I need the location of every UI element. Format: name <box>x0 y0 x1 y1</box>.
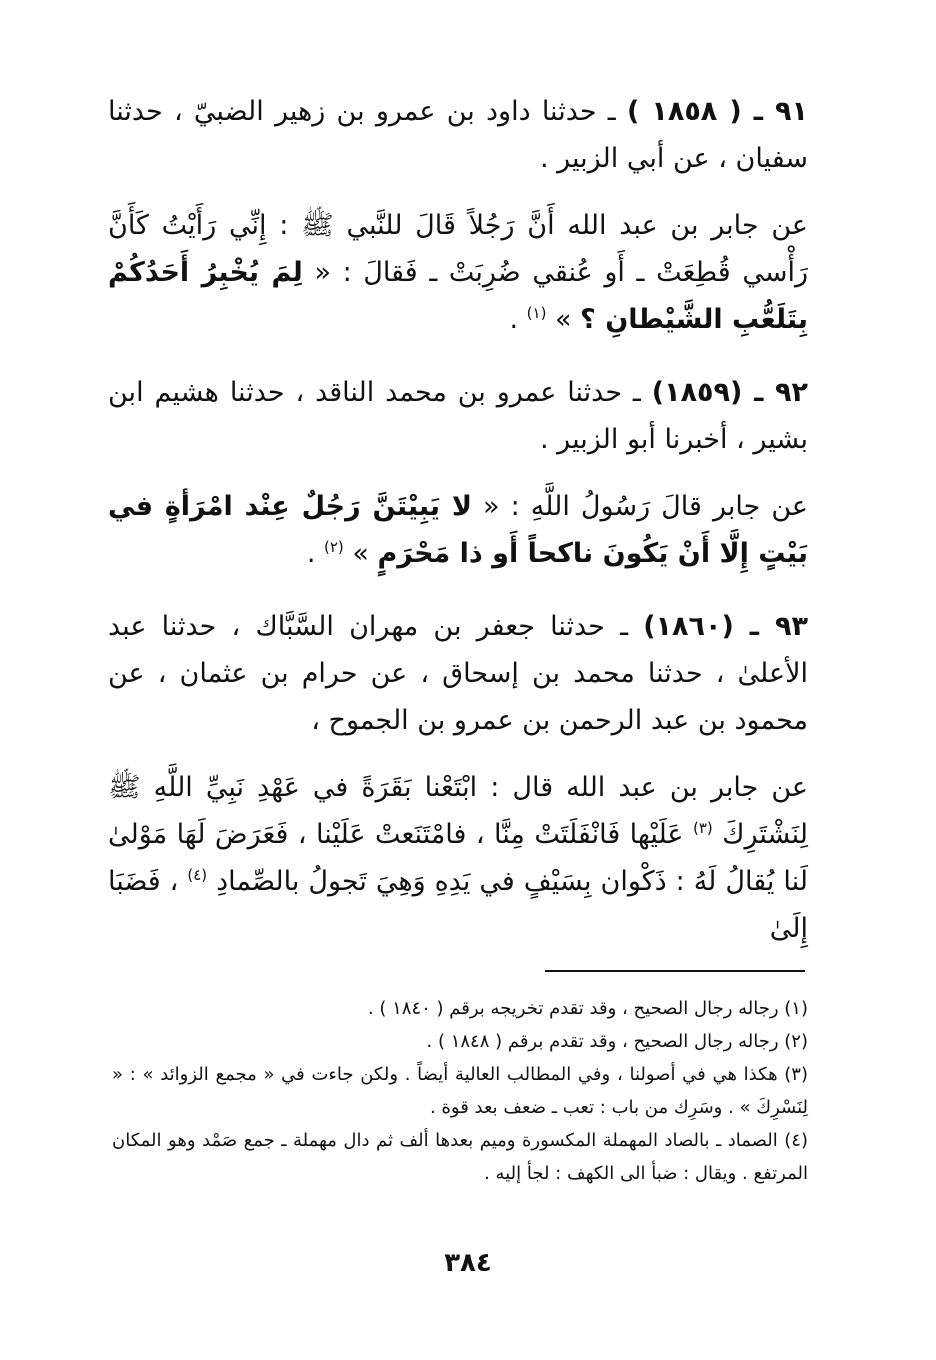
hadith-93-part1: عن جابر بن عبد الله قال : ابْتَعْنا بَقَرَةً في عَهْدِ نَبِيِّ اللَّهِ ﷺ لِنَشْتَرِكَ <box>108 772 808 850</box>
hadith-93-number: ٩٣ ـ (١٨٦٠) <box>643 611 809 642</box>
hadith-92-number: ٩٢ ـ (١٨٥٩) <box>651 377 808 408</box>
footnote-4: (٤) الصماد ـ بالصاد المهملة المكسورة وميم بعدها ألف ثم دال مهملة ـ جمع صَمْد وهو المكان المرتفع . ويقال : ضبأ الى الكهف : لجأ إليه . <box>112 1130 808 1184</box>
footnote-1: (١) رجاله رجال الصحيح ، وقد تقدم تخريجه برقم ( ١٨٤٠ ) . <box>367 998 808 1019</box>
hadith-91-intro: عن جابر بن عبد الله أَنَّ رَجُلاً قَالَ للنَّبي ﷺ : إِنِّي رَأَيْتُ كَأَنَّ رَأْسي قُطِعَتْ ـ أَو عُنقي ضُرِبَتْ ـ فَقالَ : « <box>108 210 808 288</box>
hadith-91-text <box>108 202 808 343</box>
hadith-92-text <box>108 483 808 577</box>
hadith-92-close: » <box>352 538 369 569</box>
footnote-2: (٢) رجاله رجال الصحيح ، وقد تقدم برقم ( ١٨٤٨ ) . <box>426 1031 808 1052</box>
footnote-3: (٣) هكذا هي في أصولنا ، وفي المطالب العالية أيضاً . ولكن جاءت في « مجمع الزوائد » : « لِنَسْرِكَ » . وسَرِك من باب : تعب ـ ضعف بعد قوة . <box>112 1064 808 1118</box>
footnote-ref-3: (٣) <box>693 819 713 837</box>
footnote-divider <box>545 970 805 972</box>
hadith-91-end: . <box>509 304 519 335</box>
hadith-93-isnad <box>108 603 808 744</box>
hadith-91-close: » <box>555 304 572 335</box>
hadith-93-text <box>108 764 808 952</box>
hadith-93-part2: عَلَيْها فَانْفَلَتَتْ مِنَّا ، فامْتَنَعتْ عَلَيْنا ، فَعَرَضَ لَهَا مَوْلىٰ لَنا يُقالُ لَهُ : ذَكْوان بِسَيْفٍ في يَدِهِ وَهِيَ تَجولُ بالصِّمادِ <box>108 819 808 897</box>
hadith-91-chain: ـ حدثنا داود بن عمرو بن زهير الضبيّ ، حدثنا سفيان ، عن أبي الزبير . <box>108 96 808 174</box>
hadith-92-intro: عن جابر قالَ رَسُولُ اللَّهِ : « <box>483 491 808 522</box>
hadith-93-part3: ، فَضَبَا إِلَىٰ <box>108 866 808 944</box>
hadith-92-isnad <box>108 369 808 463</box>
hadith-91-number: ٩١ ـ ( ١٨٥٨ ) <box>626 96 808 127</box>
footnote-ref-4: (٤) <box>187 866 208 884</box>
footnote-ref-1: (١) <box>526 304 547 322</box>
hadith-92-quote: لا يَبِيْتَنَّ رَجُلٌ عِنْد امْرَأةٍ في بَيْتٍ إِلَّا أَنْ يَكُونَ ناكحاً أَو ذا مَحْرَمٍ <box>108 491 808 569</box>
hadith-92-chain: ـ حدثنا عمرو بن محمد الناقد ، حدثنا هشيم ابن بشير ، أخبرنا أبو الزبير . <box>108 377 808 455</box>
page-number: ٣٨٤ <box>444 1248 492 1278</box>
hadith-92-end: . <box>306 538 316 569</box>
hadith-93-chain: ـ حدثنا جعفر بن مهران السَّبَّاك ، حدثنا عبد الأعلىٰ ، حدثنا محمد بن إسحاق ، عن حرام بن عثمان ، عن محمود بن عبد الرحمن بن عمرو بن الجموح ، <box>108 611 808 736</box>
hadith-91-quote: لِمَ يُخْبِرُ أَحَدُكُمْ بِتَلَعُّبِ الشَّيْطانِ ؟ <box>108 257 808 335</box>
main-text <box>108 88 808 952</box>
footnotes <box>112 992 808 1190</box>
footnote-ref-2: (٢) <box>324 538 344 556</box>
hadith-91-isnad <box>108 88 808 182</box>
